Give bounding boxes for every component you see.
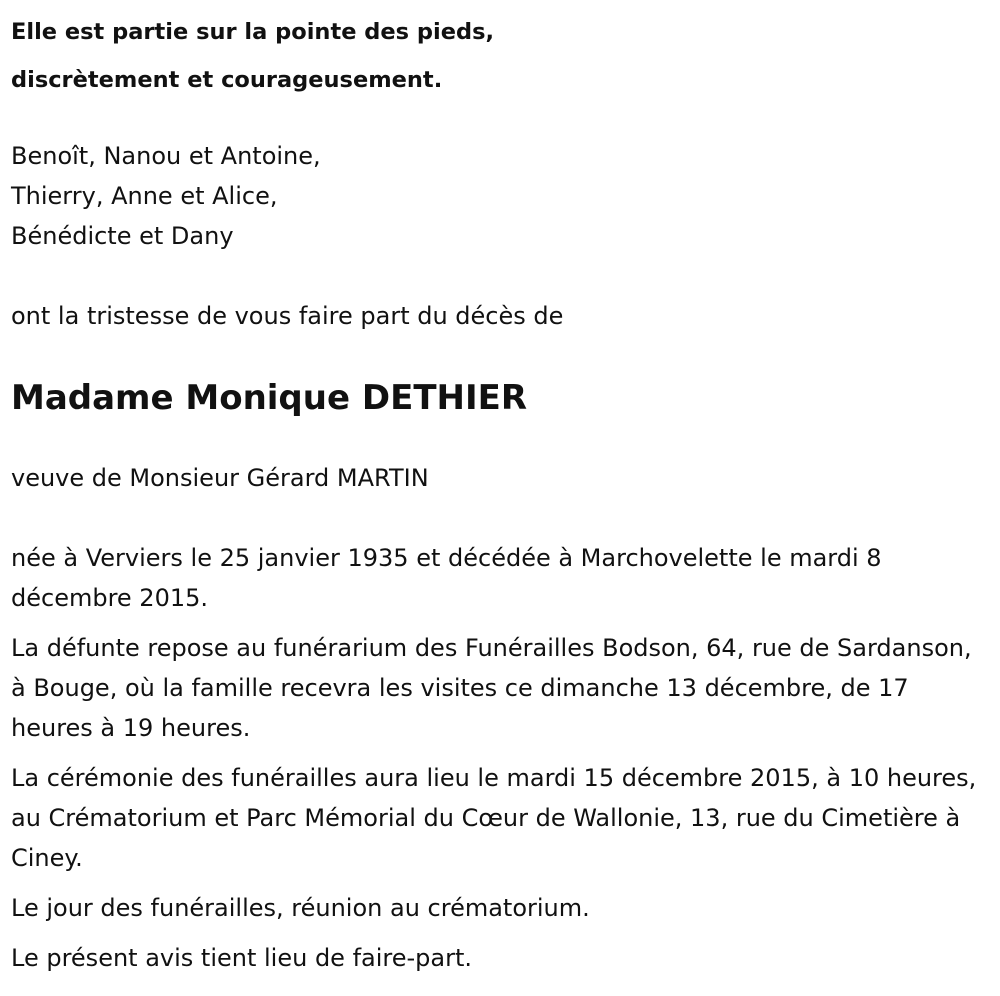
crematorium-meeting-paragraph: Le jour des funérailles, réunion au crématorium.: [11, 894, 590, 922]
announcement-text: ont la tristesse de vous faire part du décès de: [11, 302, 564, 330]
widow-of-text: veuve de Monsieur Gérard MARTIN: [11, 464, 429, 492]
deceased-name: Madame Monique DETHIER: [11, 378, 528, 418]
notice-paragraph: Le présent avis tient lieu de faire-part.: [11, 944, 473, 972]
epigraph-line-2: discrètement et courageusement.: [11, 67, 443, 93]
birth-death-paragraph: née à Verviers le 25 janvier 1935 et décédée à Marchovelette le mardi 8 décembre 2015.: [11, 544, 882, 612]
funeral-home-paragraph: La défunte repose au funérarium des Funérailles Bodson, 64, rue de Sardanson, à Bouge, où la famille recevra les visites ce dimanche 13 décembre, de 17 heures à 19 heures.: [11, 634, 972, 742]
family-line-3: Bénédicte et Dany: [11, 222, 234, 250]
family-line-2: Thierry, Anne et Alice,: [11, 182, 278, 210]
family-line-1: Benoît, Nanou et Antoine,: [11, 142, 321, 170]
obituary-notice: [11, 0, 986, 978]
epigraph: [11, 8, 986, 104]
ceremony-paragraph: La cérémonie des funérailles aura lieu le mardi 15 décembre 2015, à 10 heures, au Crématorium et Parc Mémorial du Cœur de Wallonie, 13, rue du Cimetière à Ciney.: [11, 764, 977, 872]
epigraph-line-1: Elle est partie sur la pointe des pieds,: [11, 19, 495, 45]
family-list: [11, 136, 986, 256]
